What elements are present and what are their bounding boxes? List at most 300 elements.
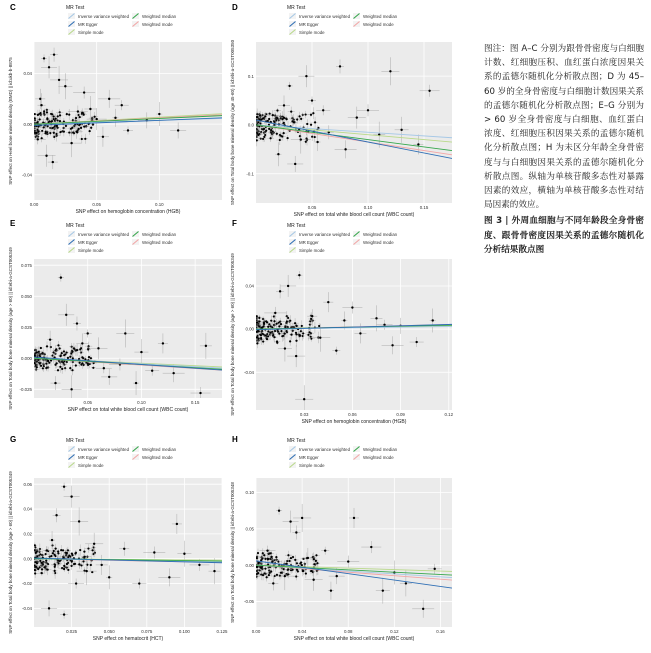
legend (287, 438, 398, 468)
legend-entry: Simple mode (299, 248, 325, 253)
snp-point (79, 348, 81, 350)
snp-point (276, 574, 278, 576)
snp-point (43, 566, 45, 568)
y-tick-label: -0.04 (243, 369, 254, 375)
snp-point (275, 119, 277, 121)
snp-point (268, 118, 270, 120)
snp-point (59, 355, 61, 357)
snp-point (382, 589, 384, 591)
snp-point (317, 336, 319, 338)
y-tick-label: 0.02 (23, 531, 32, 537)
snp-point (258, 320, 260, 322)
snp-point (70, 142, 72, 144)
snp-point (375, 317, 377, 319)
snp-point (67, 357, 69, 359)
snp-point (138, 582, 140, 584)
snp-point (260, 574, 262, 576)
snp-point (307, 334, 309, 336)
x-tick-label: 0.15 (419, 205, 429, 210)
snp-point (90, 357, 92, 359)
snp-point (84, 556, 86, 558)
snp-point (261, 557, 263, 559)
legend-entry: Weighted mode (142, 240, 173, 245)
snp-point (199, 392, 201, 394)
legend-entry: MR Egger (299, 455, 319, 460)
x-tick-label: 0.10 (363, 205, 373, 210)
x-tick-label: 0.15 (190, 400, 200, 405)
snp-point (61, 352, 63, 354)
snp-point (258, 325, 260, 327)
snp-point (72, 131, 74, 133)
snp-point (81, 362, 83, 364)
snp-point (85, 125, 87, 127)
panel-label: H (232, 435, 238, 444)
snp-point (422, 608, 424, 610)
snp-point (35, 552, 37, 554)
x-tick-label: 0.16 (436, 629, 445, 634)
snp-point (81, 342, 83, 344)
y-axis-title: SNP effect on Heel bone mineral density (BMD) || id:ukb-b-8875 (8, 57, 13, 185)
snp-point (46, 117, 48, 119)
snp-point (73, 125, 75, 127)
y-tick-label: 0.050 (21, 293, 32, 299)
y-tick-label: 0.075 (21, 262, 32, 268)
legend-entry: Inverse variance weighted (78, 14, 130, 19)
snp-point (55, 348, 57, 350)
panel-f (230, 219, 454, 425)
snp-point (271, 556, 273, 558)
snp-point (46, 111, 48, 113)
plot-background (34, 259, 222, 398)
snp-point (400, 129, 402, 131)
panel-g (8, 435, 228, 642)
x-tick-label: 0.05 (92, 202, 101, 207)
x-axis-title: SNP effect on hemoglobin concentration (HGB) (75, 209, 181, 215)
legend-entry: MR Egger (299, 22, 319, 27)
snp-point (262, 325, 264, 327)
panel-e (8, 219, 222, 413)
snp-point (432, 319, 434, 321)
snp-point (40, 365, 42, 367)
snp-point (55, 133, 57, 135)
snp-point (312, 112, 314, 114)
snp-point (63, 568, 65, 570)
snp-point (168, 576, 170, 578)
snp-point (75, 117, 77, 119)
snp-point (322, 109, 324, 111)
snp-point (70, 495, 72, 497)
caption-body: 图注：图 A–C 分别为跟骨骨密度与白细胞计数、红细胞压积、血红蛋白浓度因果关系的孟德尔随机化分析散点图；D 为 45–60 岁的全身骨密度与白细胞计数因果关系的孟德尔随机化分析散点图；E–G 分别为 > 60 岁全身骨密度与白细胞、血红蛋白浓度、红细胞压积因果关系的孟德尔随机化分析散点图；H 为未区分年龄全身骨密度与与白细胞因果关系的孟德尔随机化分析散点图。纵轴为单核苷酸多态性对暴露因素的效应，横轴为单核苷酸多态性对结局因素的效应。 (484, 44, 644, 211)
snp-point (92, 367, 94, 369)
x-tick-label: 0.12 (444, 412, 454, 417)
snp-point (266, 576, 268, 578)
snp-point (121, 104, 123, 106)
snp-point (100, 564, 102, 566)
snp-point (263, 322, 265, 324)
snp-point (318, 325, 320, 327)
snp-point (47, 360, 49, 362)
snp-point (59, 114, 61, 116)
snp-point (76, 322, 78, 324)
snp-point (153, 551, 155, 553)
snp-point (283, 104, 285, 106)
snp-point (66, 351, 68, 353)
snp-point (52, 552, 54, 554)
x-tick-label: 0.08 (343, 629, 353, 634)
snp-point (356, 116, 358, 118)
y-tick-label: -0.05 (243, 599, 254, 605)
snp-point (313, 563, 315, 565)
legend-title: MR Test (287, 223, 306, 229)
snp-point (275, 556, 277, 558)
snp-point (151, 369, 153, 371)
snp-point (306, 123, 308, 125)
snp-point (57, 369, 59, 371)
y-axis-title: SNP effect on Total body bone mineral density (age > 60) || id:ebi-a-GCST005349 (8, 471, 13, 634)
legend-entry: Weighted median (142, 14, 177, 19)
panel-label: C (10, 3, 16, 12)
snp-point (75, 582, 77, 584)
snp-point (287, 568, 289, 570)
snp-point (290, 111, 292, 113)
plot-background (256, 478, 452, 627)
snp-point (288, 85, 290, 87)
snp-point (60, 276, 62, 278)
x-tick-label: 0.025 (66, 629, 78, 634)
snp-point (257, 572, 259, 574)
snp-point (55, 547, 57, 549)
snp-point (265, 334, 267, 336)
snp-point (45, 363, 47, 365)
snp-point (46, 345, 48, 347)
snp-point (56, 125, 58, 127)
snp-point (428, 90, 430, 92)
snp-point (290, 557, 292, 559)
snp-point (299, 334, 301, 336)
panel-label: G (10, 435, 17, 444)
y-axis-title: SNP effect on Total body bone mineral density (age > 60) || id:ebi-a-GCST005349 (8, 247, 13, 410)
snp-point (108, 98, 110, 100)
snp-point (87, 348, 89, 350)
snp-point (69, 356, 71, 358)
snp-point (54, 566, 56, 568)
snp-point (71, 127, 73, 129)
snp-point (93, 546, 95, 548)
snp-point (292, 556, 294, 558)
snp-point (305, 75, 307, 77)
snp-point (52, 351, 54, 353)
snp-point (123, 548, 125, 550)
snp-point (330, 589, 332, 591)
snp-point (53, 136, 55, 138)
snp-point (59, 347, 61, 349)
snp-point (60, 549, 62, 551)
snp-point (87, 345, 89, 347)
snp-point (287, 317, 289, 319)
snp-point (85, 570, 87, 572)
y-axis-title: SNP effect on Total body bone mineral density (age 45-60) || id:ebi-a-GCST005350 (230, 39, 235, 206)
snp-point (135, 382, 137, 384)
snp-point (256, 342, 258, 344)
snp-point (270, 129, 272, 131)
snp-point (83, 114, 85, 116)
snp-point (256, 336, 258, 338)
snp-point (49, 338, 51, 340)
legend-entry: Inverse variance weighted (78, 232, 130, 237)
snp-point (52, 161, 54, 163)
legend-entry: Weighted mode (363, 22, 394, 27)
snp-point (71, 553, 73, 555)
snp-point (288, 560, 290, 562)
snp-point (34, 572, 36, 574)
panel-c (8, 3, 222, 215)
snp-point (287, 554, 289, 556)
snp-point (295, 575, 297, 577)
snp-point (72, 119, 74, 121)
snp-point (290, 334, 292, 336)
snp-point (34, 544, 36, 546)
snp-point (51, 113, 53, 115)
panel-h (230, 435, 452, 642)
snp-point (269, 333, 271, 335)
snp-point (34, 117, 36, 119)
snp-point (335, 349, 337, 351)
snp-point (93, 543, 95, 545)
snp-point (256, 113, 258, 115)
snp-point (273, 320, 275, 322)
snp-point (287, 285, 289, 287)
legend-entry: Inverse variance weighted (78, 447, 130, 452)
snp-point (83, 91, 85, 93)
x-tick-label: 0.075 (141, 629, 153, 634)
snp-point (39, 566, 41, 568)
legend-entry: Weighted mode (363, 455, 394, 460)
legend-entry: Simple mode (78, 248, 104, 253)
snp-point (286, 118, 288, 120)
snp-point (64, 353, 66, 355)
y-tick-label: 0.04 (23, 71, 32, 77)
snp-point (263, 136, 265, 138)
snp-point (266, 321, 268, 323)
snp-point (42, 363, 44, 365)
snp-point (43, 110, 45, 112)
snp-point (264, 568, 266, 570)
x-tick-label: 0.04 (297, 629, 307, 634)
x-axis-title: SNP effect on total white blood cell count (WBC count) (293, 636, 415, 642)
snp-point (54, 570, 56, 572)
y-tick-label: 0.00 (245, 562, 254, 568)
y-tick-label: 0.1 (247, 73, 254, 79)
snp-point (140, 351, 142, 353)
snp-point (78, 563, 80, 565)
snp-point (256, 315, 258, 317)
snp-point (66, 563, 68, 565)
y-tick-label: 0.00 (245, 326, 254, 332)
snp-point (89, 363, 91, 365)
snp-point (285, 330, 287, 332)
legend (287, 5, 398, 35)
y-tick-label: 0.04 (23, 506, 32, 512)
snp-point (53, 554, 55, 556)
snp-point (39, 98, 41, 100)
snp-point (260, 138, 262, 140)
snp-point (158, 113, 160, 115)
snp-point (298, 274, 300, 276)
snp-point (296, 325, 298, 327)
snp-point (303, 398, 305, 400)
snp-point (41, 137, 43, 139)
snp-point (66, 113, 68, 115)
snp-point (270, 320, 272, 322)
snp-point (43, 126, 45, 128)
snp-point (265, 113, 267, 115)
snp-point (256, 116, 258, 118)
snp-point (273, 336, 275, 338)
snp-point (81, 356, 83, 358)
snp-point (266, 549, 268, 551)
snp-point (40, 347, 42, 349)
snp-point (316, 562, 318, 564)
y-tick-label: 0.06 (23, 481, 32, 487)
snp-point (269, 332, 271, 334)
snp-point (79, 116, 81, 118)
snp-point (74, 552, 76, 554)
snp-point (83, 570, 85, 572)
snp-point (34, 564, 36, 566)
plot-background (256, 42, 452, 203)
y-tick-label: -0.04 (21, 172, 32, 178)
snp-point (434, 568, 436, 570)
snp-point (79, 549, 81, 551)
snp-point (68, 555, 70, 557)
snp-point (262, 117, 264, 119)
snp-point (34, 546, 36, 548)
snp-point (74, 563, 76, 565)
snp-point (84, 358, 86, 360)
snp-point (62, 362, 64, 364)
legend (66, 5, 177, 35)
legend-entry: Simple mode (78, 463, 104, 468)
legend-entry: MR Egger (78, 455, 98, 460)
snp-point (257, 552, 259, 554)
snp-point (198, 564, 200, 566)
y-axis-title: SNP effect on Total body bone mineral density || id:ebi-a-GCST005348 (230, 482, 235, 623)
snp-point (205, 345, 207, 347)
snp-point (59, 131, 61, 133)
snp-point (300, 138, 302, 140)
legend-title: MR Test (66, 5, 85, 11)
snp-point (53, 115, 55, 117)
snp-point (89, 130, 91, 132)
x-tick-label: 0.00 (251, 629, 261, 634)
x-tick-label: 0.125 (216, 629, 228, 634)
legend-entry: Inverse variance weighted (299, 14, 351, 19)
snp-point (44, 132, 46, 134)
snp-point (307, 557, 309, 559)
snp-point (301, 517, 303, 519)
snp-point (53, 132, 55, 134)
snp-point (300, 118, 302, 120)
snp-point (63, 127, 65, 129)
snp-point (82, 560, 84, 562)
legend-entry: Weighted median (142, 232, 177, 237)
legend-entry: Weighted median (363, 232, 398, 237)
snp-point (311, 570, 313, 572)
x-axis-title: SNP effect on total white blood cell count (WBC count) (293, 212, 415, 218)
snp-point (295, 355, 297, 357)
snp-point (315, 554, 317, 556)
snp-point (89, 108, 91, 110)
y-tick-label: 0.04 (245, 283, 254, 289)
snp-point (271, 331, 273, 333)
snp-point (63, 485, 65, 487)
snp-point (311, 136, 313, 138)
snp-point (57, 552, 59, 554)
snp-point (46, 549, 48, 551)
snp-point (71, 561, 73, 563)
snp-point (256, 132, 258, 134)
x-tick-label: 0.050 (103, 629, 115, 634)
snp-point (50, 121, 52, 123)
snp-point (75, 131, 77, 133)
snp-point (319, 337, 321, 339)
snp-point (40, 572, 42, 574)
x-tick-label: 0.100 (178, 629, 190, 634)
snp-point (69, 367, 71, 369)
snp-point (281, 335, 283, 337)
snp-point (283, 117, 285, 119)
snp-point (302, 114, 304, 116)
snp-point (64, 85, 66, 87)
x-tick-label: 0.00 (29, 202, 39, 207)
snp-point (47, 563, 49, 565)
legend-entry: Weighted mode (142, 22, 173, 27)
snp-point (90, 564, 92, 566)
snp-point (310, 318, 312, 320)
snp-point (262, 552, 264, 554)
snp-point (298, 115, 300, 117)
snp-point (311, 315, 313, 317)
y-tick-label: 0.000 (21, 355, 32, 361)
snp-point (65, 125, 67, 127)
snp-point (36, 366, 38, 368)
snp-point (61, 368, 63, 370)
snp-point (347, 560, 349, 562)
snp-point (263, 554, 265, 556)
snp-point (353, 517, 355, 519)
snp-point (258, 337, 260, 339)
snp-point (67, 569, 69, 571)
snp-point (55, 514, 57, 516)
snp-point (34, 569, 36, 571)
snp-point (274, 312, 276, 314)
snp-point (262, 574, 264, 576)
snp-point (336, 575, 338, 577)
snp-point (262, 340, 264, 342)
snp-point (40, 104, 42, 106)
snp-point (59, 366, 61, 368)
snp-point (114, 117, 116, 119)
snp-point (281, 135, 283, 137)
snp-point (273, 315, 275, 317)
snp-point (36, 364, 38, 366)
panel-label: E (10, 219, 16, 228)
snp-point (314, 136, 316, 138)
snp-point (49, 132, 51, 134)
snp-point (63, 131, 65, 133)
snp-point (124, 332, 126, 334)
snp-point (40, 562, 42, 564)
